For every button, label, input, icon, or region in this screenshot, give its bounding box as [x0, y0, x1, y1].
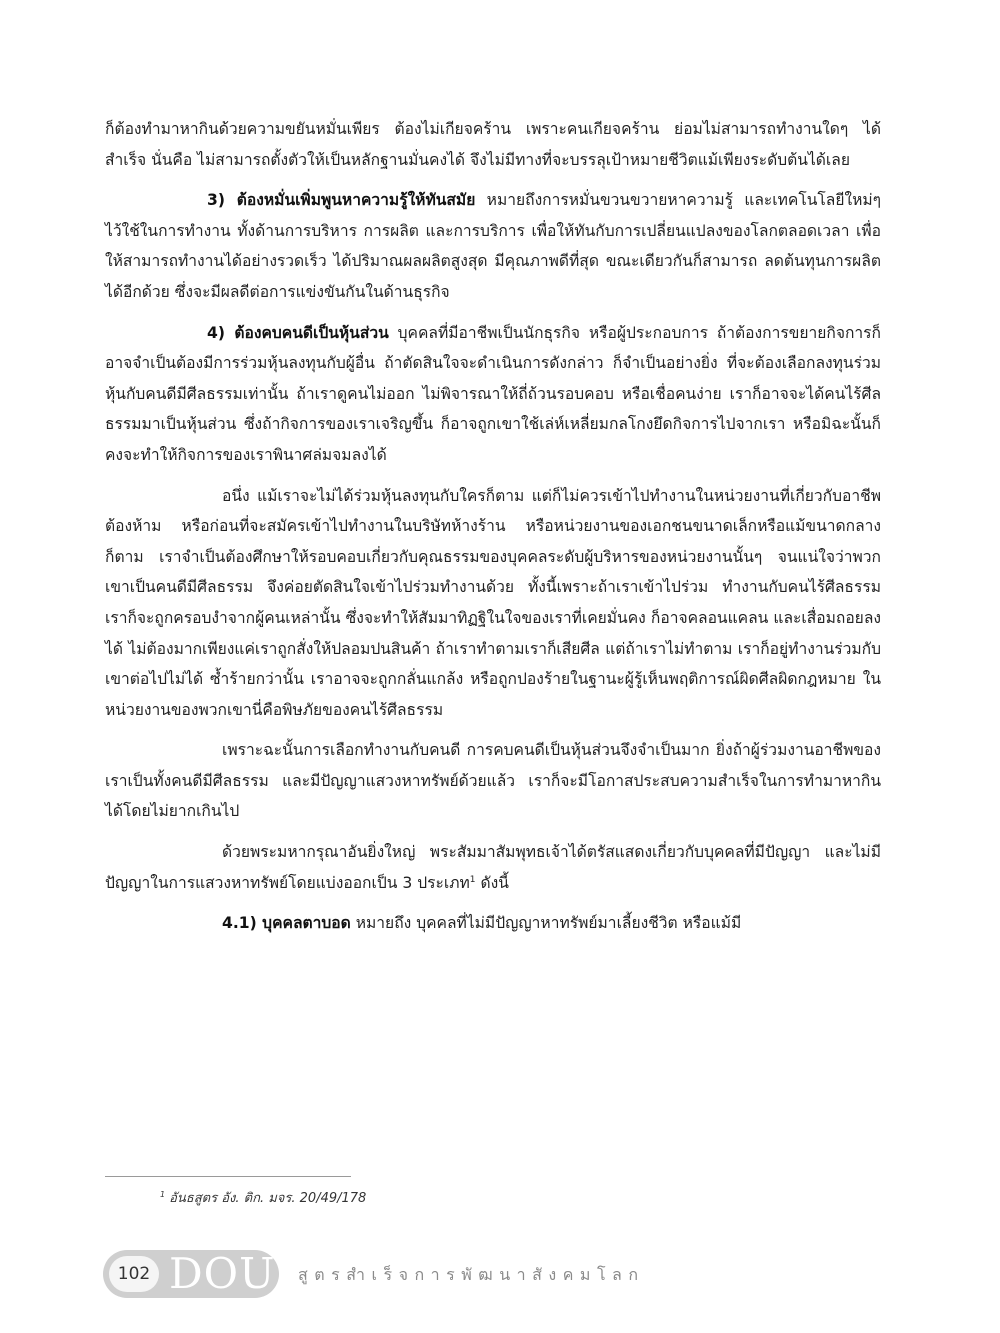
section-heading: 4.1) บุคคลตาบอด — [222, 914, 351, 933]
paragraph: 3) ต้องหมั่นเพิ่มพูนหาความรู้ให้ทันสมัย หมายถึงการหมั่นขวนขวายหาความรู้ และเทคโนโลยีใหม่ๆ ไว้ใช้ในการทำงาน ทั้งด้านการบริหาร การผลิต และการบริการ เพื่อให้ทันกับการเปลี่ยนแปลงของโลกตลอดเวลา เพื่อให้สามารถทำงานได้อย่างรวดเร็ว ได้ปริมาณผลผลิตสูงสุด มีคุณภาพดีที่สุด ขณะเดียวกันก็สามารถ ลดต้นทุนการผลิตได้อีกด้วย ซึ่งจะมีผลดีต่อการแข่งขันกันในด้านธุรกิจ — [105, 191, 881, 301]
page-number: 102 — [109, 1256, 159, 1292]
book-title: สูตรสำเร็จการพัฒนาสังคมโลก — [298, 1265, 645, 1284]
paragraph: อนึ่ง แม้เราจะไม่ได้ร่วมหุ้นลงทุนกับใครก็ตาม แต่ก็ไม่ควรเข้าไปทำงานในหน่วยงานที่เกี่ยวกับอาชีพต้องห้าม หรือก่อนที่จะสมัครเข้าไปทำงานในบริษัทห้างร้าน หรือหน่วยงานของเอกชนขนาดเล็กหรือแม้ขนาดกลางก็ตาม เราจำเป็นต้องศึกษาให้รอบคอบเกี่ยวกับคุณธรรมของบุคคลระดับผู้บริหารของหน่วยงานนั้นๆ จนแน่ใจว่าพวกเขาเป็นคนดีมีศีลธรรม จึงค่อยตัดสินใจเข้าไปร่วมทำงานด้วย ทั้งนี้เพราะถ้าเราเข้าไปร่วม ทำงานกับคนไร้ศีลธรรม เราก็จะถูกครอบงำจากผู้คนเหล่านั้น ซึ่งจะทำให้สัมมาทิฏฐิในใจของเราที่เคยมั่นคง ก็อาจคลอนแคลน และเสื่อมถอยลงได้ ไม่ต้องมากเพียงแค่เราถูกสั่งให้ปลอมปนสินค้า ถ้าเราทำตามเราก็เสียศีล แต่ถ้าเราไม่ทำตาม เราก็อยู่ทำงานร่วมกับเขาต่อไปไม่ได้ ซ้ำร้ายกว่านั้น เราอาจจะถูกกลั่นแกล้ง หรือถูกปองร้ายในฐานะผู้รู้เห็นพฤติการณ์ผิดศีลผิดกฎหมาย ในหน่วยงานของพวกเขานี่คือพิษภัยของคนไร้ศีลธรรม — [105, 486, 881, 719]
paragraph: เพราะฉะนั้นการเลือกทำงานกับคนดี การคบคนดีเป็นหุ้นส่วนจึงจำเป็นมาก ยิ่งถ้าผู้ร่วมงานอาชีพของเราเป็นทั้งคนดีมีศีลธรรม และมีปัญญาแสวงหาทรัพย์ด้วยแล้ว เราก็จะมีโอกาสประสบความสำเร็จในการทำมาหากินได้โดยไม่ยากเกินไป — [105, 741, 881, 821]
footnote-text: อันธสูตร อัง. ติก. มจร. 20/49/178 — [169, 1191, 367, 1206]
paragraph: 4.1) บุคคลตาบอด หมายถึง บุคคลที่ไม่มีปัญญาหาทรัพย์มาเลี้ยงชีวิต หรือแม้มี — [222, 914, 742, 933]
paragraph: 4) ต้องคบคนดีเป็นหุ้นส่วน บุคคลที่มีอาชีพเป็นนักธุรกิจ หรือผู้ประกอบการ ถ้าต้องการขยายกิจการก็อาจจำเป็นต้องมีการร่วมหุ้นลงทุนกับผู้อื่น ถ้าตัดสินใจจะดำเนินการดังกล่าว ก็จำเป็นอย่างยิ่ง ที่จะต้องเลือกลงทุนร่วมหุ้นกับคนดีมีศีลธรรมเท่านั้น ถ้าเราดูคนไม่ออก ไม่พิจารณาให้ถี่ถ้วนรอบคอบ หรือเชื่อคนง่าย เราก็อาจจะได้คนไร้ศีลธรรมมาเป็นหุ้นส่วน ซึ่งถ้ากิจการของเราเจริญขึ้น ก็อาจถูกเขาใช้เล่ห์เหลี่ยมกลโกงยึดกิจการไปจากเรา หรือมิฉะนั้นก็คงจะทำให้กิจการของเราพินาศล่มจมลงได้ — [105, 323, 882, 464]
footnote-reference[interactable]: 1 — [469, 874, 476, 885]
footnote — [160, 1187, 366, 1208]
section-heading: 4) ต้องคบคนดีเป็นหุ้นส่วน — [207, 323, 389, 342]
body-text — [105, 114, 881, 949]
footer-badge — [103, 1250, 279, 1298]
paragraph: ด้วยพระมหากรุณาอันยิ่งใหญ่ พระสัมมาสัมพุทธเจ้าได้ตรัสแสดงเกี่ยวกับบุคคลที่มีปัญญา และไม่มีปัญญาในการแสวงหาทรัพย์โดยแบ่งออกเป็น 3 ประเภท$^1$ ดังนี้ — [105, 843, 881, 892]
footnote-number: 1 — [160, 1189, 166, 1199]
footnote-divider — [105, 1176, 351, 1177]
section-heading: 3) ต้องหมั่นเพิ่มพูนหาความรู้ให้ทันสมัย — [207, 191, 476, 210]
dou-logo: DOU — [169, 1249, 276, 1298]
paragraph: ก็ต้องทำมาหากินด้วยความขยันหมั่นเพียร ต้องไม่เกียจคร้าน เพราะคนเกียจคร้าน ย่อมไม่สามารถทำงานใดๆ ได้สำเร็จ นั่นคือ ไม่สามารถตั้งตัวให้เป็นหลักฐานมั่นคงได้ จึงไม่มีทางที่จะบรรลุเป้าหมายชีวิตแม้เพียงระดับต้นได้เลย — [105, 120, 881, 169]
